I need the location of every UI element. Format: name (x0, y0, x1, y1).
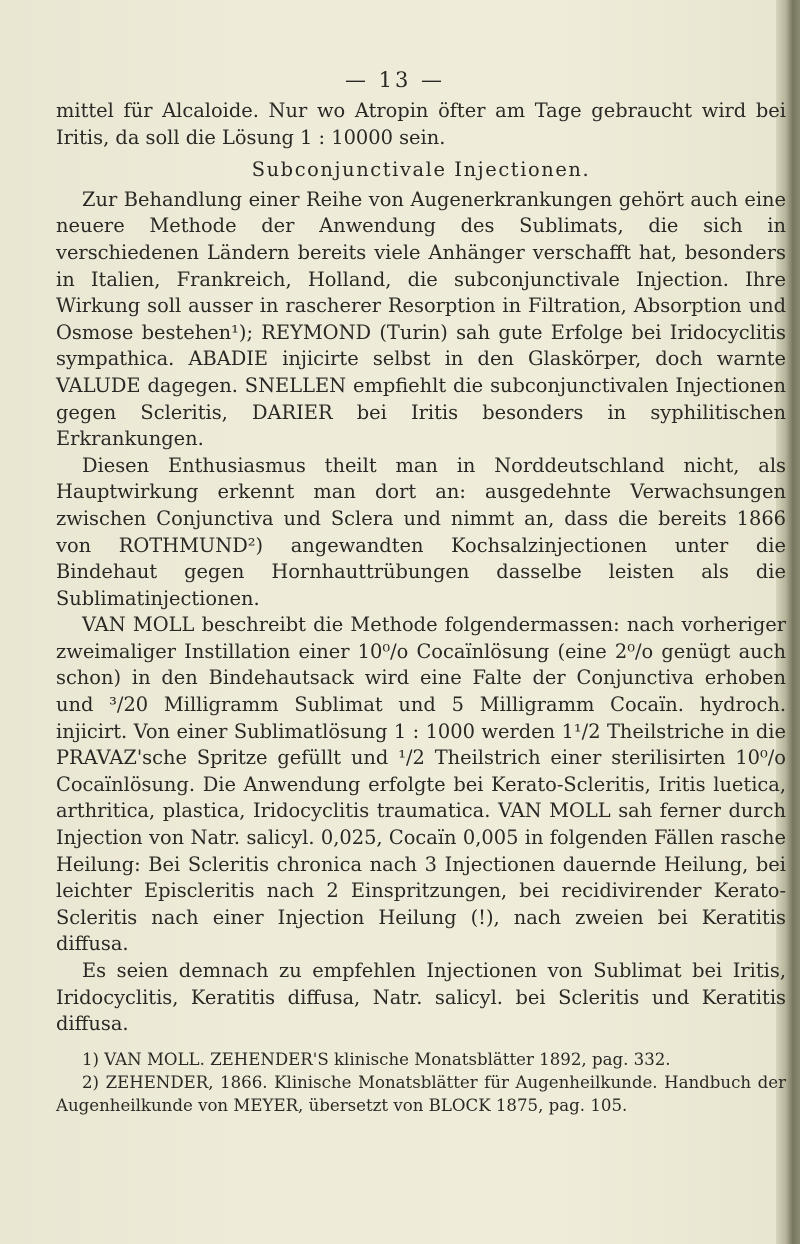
paragraph-1: Zur Behandlung einer Reihe von Augenerkrankungen gehört auch eine neuere Methode der Anwendung des Sublimats, die sich in verschiedenen Ländern bereits viele Anhänger verschafft hat, besonders in Italien, Frankreich, Holland, die subconjunctivale Injection. Ihre Wirkung soll ausser in rascherer Resorption in Filtration, Absorption und Osmose bestehen¹); REYMOND (Turin) sah gute Erfolge bei Iridocyclitis sympathica. ABADIE injicirte selbst in den Glaskörper, doch warnte VALUDE dagegen. SNELLEN empfiehlt die subconjunctivalen Injectionen gegen Scleritis, DARIER bei Iritis besonders in syphilitischen Erkrankungen. (56, 187, 786, 451)
paragraph-4: Es seien demnach zu empfehlen Injectionen von Sublimat bei Iritis, Iridocyclitis, Keratitis diffusa, Natr. salicyl. bei Scleritis und Keratitis diffusa. (56, 959, 786, 1036)
section-heading: Subconjunctivale Injectionen. (251, 158, 591, 182)
footnote-2: 2) ZEHENDER, 1866. Klinische Monatsblätter für Augenheilkunde. Handbuch der Augenheilkunde von MEYER, übersetzt von BLOCK 1875, pag. 105. (56, 1072, 786, 1115)
footnotes (56, 1048, 786, 1117)
body-text (56, 98, 786, 1117)
page-number: — 13 — (344, 68, 446, 92)
footnote-1: 1) VAN MOLL. ZEHENDER'S klinische Monatsblätter 1892, pag. 332. (82, 1049, 671, 1069)
paragraph-continuation: mittel für Alcaloide. Nur wo Atropin öfter am Tage gebraucht wird bei Iritis, da soll die Lösung 1 : 10000 sein. (56, 99, 786, 149)
paragraph-2: Diesen Enthusiasmus theilt man in Norddeutschland nicht, als Hauptwirkung erkennt man dort an: ausgedehnte Verwachsungen zwischen Conjunctiva und Sclera und nimmt an, dass die bereits 1866 von ROTHMUND²) angewandten Kochsalzinjectionen unter die Bindehaut gegen Hornhauttrübungen dasselbe leisten als die Sublimatinjectionen. (56, 453, 786, 610)
paragraph-3: VAN MOLL beschreibt die Methode folgendermassen: nach vorheriger zweimaliger Instillation einer 10⁰/o Cocaïnlösung (eine 2⁰/o genügt auch schon) in den Bindehautsack wird eine Falte der Conjunctiva erhoben und ³/20 Milligramm Sublimat und 5 Milligramm Cocaïn. hydroch. injicirt. Von einer Sublimatlösung 1 : 1000 werden 1¹/2 Theilstriche in die PRAVAZ'sche Spritze gefüllt und ¹/2 Theilstrich einer sterilisirten 10⁰/o Cocaïnlösung. Die Anwendung erfolgte bei Kerato-Scleritis, Iritis luetica, arthritica, plastica, Iridocyclitis traumatica. VAN MOLL sah ferner durch Injection von Natr. salicyl. 0,025, Cocaïn 0,005 in folgenden Fällen rasche Heilung: Bei Scleritis chronica nach 3 Injectionen dauernde Heilung, bei leichter Episcleritis nach 2 Einspritzungen, bei recidivirender Kerato-Scleritis nach einer Injection Heilung (!), nach zweien bei Keratitis diffusa. (56, 613, 786, 956)
